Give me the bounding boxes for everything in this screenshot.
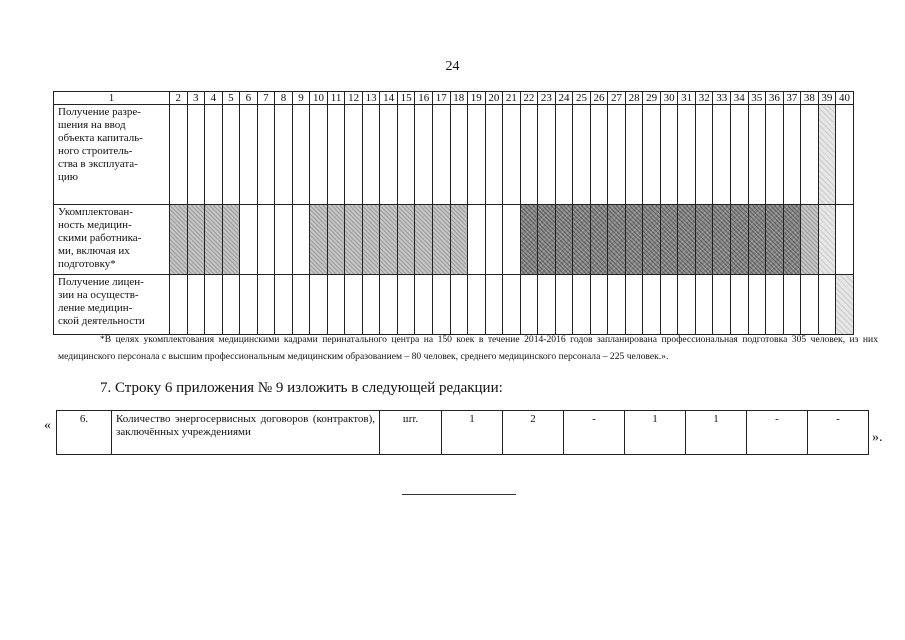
gantt-header-period: 25: [573, 92, 591, 105]
gantt-header-period: 19: [468, 92, 486, 105]
gantt-filled-cell: [345, 205, 363, 275]
gantt-header-period: 40: [836, 92, 854, 105]
gantt-cell: [625, 275, 643, 335]
gantt-header-period: 36: [766, 92, 784, 105]
gantt-cell: [362, 105, 380, 205]
gantt-header-period: 29: [643, 92, 661, 105]
gantt-header-period: 18: [450, 92, 468, 105]
gantt-header-period: 13: [362, 92, 380, 105]
gantt-task-label: Получение лицен- зии на осуществ- ление медицин- ской деятельности: [54, 275, 170, 335]
gantt-cell: [468, 205, 486, 275]
gantt-cell: [748, 105, 766, 205]
gantt-cell: [468, 105, 486, 205]
gantt-header-period: 16: [415, 92, 433, 105]
section-heading: 7. Строку 6 приложения № 9 изложить в следующей редакции:: [100, 380, 503, 396]
gantt-cell: [222, 275, 240, 335]
gantt-cell: [731, 275, 749, 335]
gantt-filled-cell: [187, 205, 205, 275]
gantt-cell: [503, 275, 521, 335]
gantt-cell: [713, 275, 731, 335]
gantt-filled-cell: [783, 205, 801, 275]
gantt-cell: [275, 205, 293, 275]
gantt-header-period: 22: [520, 92, 538, 105]
gantt-cell: [170, 105, 188, 205]
gantt-header-period: 24: [555, 92, 573, 105]
gantt-cell: [222, 105, 240, 205]
gantt-cell: [538, 275, 556, 335]
value-cell: 1: [442, 411, 503, 455]
gantt-cell: [380, 275, 398, 335]
gantt-cell: [748, 275, 766, 335]
gantt-cell: [327, 105, 345, 205]
row-number-cell: 6.: [57, 411, 112, 455]
gantt-header-period: 11: [327, 92, 345, 105]
gantt-filled-cell: [555, 205, 573, 275]
value-cell: 1: [686, 411, 747, 455]
gantt-header-period: 14: [380, 92, 398, 105]
gantt-task-label: Укомплектован- ность медицин- скими работника- ми, включая их подготовку*: [54, 205, 170, 275]
gantt-cell: [555, 275, 573, 335]
gantt-filled-cell: [327, 205, 345, 275]
gantt-cell: [801, 105, 819, 205]
value-cell: -: [564, 411, 625, 455]
gantt-cell: [275, 275, 293, 335]
gantt-task-label: Получение разре- шения на ввод объекта капиталь- ного строитель- ства в эксплуата- цию: [54, 105, 170, 205]
gantt-filled-cell: [836, 275, 854, 335]
gantt-header-period: 28: [625, 92, 643, 105]
gantt-filled-cell: [415, 205, 433, 275]
gantt-cell: [801, 275, 819, 335]
gantt-filled-cell: [625, 205, 643, 275]
gantt-header-period: 37: [783, 92, 801, 105]
gantt-header-period: 27: [608, 92, 626, 105]
gantt-cell: [625, 105, 643, 205]
gantt-cell: [380, 105, 398, 205]
gantt-filled-cell: [731, 205, 749, 275]
gantt-header-period: 4: [205, 92, 223, 105]
appendix-row-6: [57, 411, 869, 455]
gantt-cell: [240, 205, 258, 275]
gantt-cell: [292, 205, 310, 275]
gantt-cell: [731, 105, 749, 205]
gantt-filled-cell: [818, 205, 836, 275]
gantt-header-period: 30: [660, 92, 678, 105]
end-of-document-rule: [402, 494, 516, 495]
gantt-filled-cell: [643, 205, 661, 275]
gantt-task-row: [54, 105, 854, 205]
gantt-filled-cell: [310, 205, 328, 275]
gantt-cell: [660, 275, 678, 335]
gantt-header-period: 26: [590, 92, 608, 105]
gantt-header-period: 7: [257, 92, 275, 105]
gantt-cell: [257, 105, 275, 205]
gantt-cell: [766, 275, 784, 335]
value-cell: 2: [503, 411, 564, 455]
value-cell: -: [808, 411, 869, 455]
gantt-cell: [397, 105, 415, 205]
gantt-cell: [783, 105, 801, 205]
indicator-name-cell: Количество энергосервисных договоров (контрактов), заключённых учреждениями: [112, 411, 380, 455]
gantt-cell: [590, 275, 608, 335]
gantt-filled-cell: [170, 205, 188, 275]
gantt-header-period: 17: [432, 92, 450, 105]
gantt-cell: [520, 275, 538, 335]
gantt-header-period: 12: [345, 92, 363, 105]
gantt-filled-cell: [590, 205, 608, 275]
gantt-filled-cell: [397, 205, 415, 275]
gantt-cell: [450, 275, 468, 335]
gantt-header-period: 38: [801, 92, 819, 105]
unit-cell: шт.: [380, 411, 442, 455]
gantt-cell: [485, 275, 503, 335]
gantt-cell: [362, 275, 380, 335]
gantt-cell: [397, 275, 415, 335]
page-number: 24: [445, 59, 460, 74]
gantt-cell: [292, 275, 310, 335]
gantt-cell: [695, 275, 713, 335]
gantt-cell: [836, 105, 854, 205]
gantt-cell: [292, 105, 310, 205]
gantt-cell: [555, 105, 573, 205]
gantt-filled-cell: [538, 205, 556, 275]
gantt-task-row: [54, 275, 854, 335]
gantt-cell: [643, 275, 661, 335]
gantt-cell: [660, 105, 678, 205]
gantt-cell: [310, 275, 328, 335]
gantt-cell: [275, 105, 293, 205]
footnote: *В целях укомплектования медицинскими кадрами перинатального центра на 150 коек в течение 2014-2016 годов запланирована профессиональная подготовка 305 человек, из них медицинского персонала с высшим профессиональным медицинским образованием – 80 человек, среднего медицинского персонала – 225 человек.».: [58, 334, 878, 362]
gantt-cell: [608, 275, 626, 335]
gantt-header-period: 5: [222, 92, 240, 105]
gantt-header-period: 32: [695, 92, 713, 105]
gantt-cell: [205, 105, 223, 205]
gantt-cell: [310, 105, 328, 205]
gantt-cell: [643, 105, 661, 205]
gantt-cell: [257, 205, 275, 275]
gantt-cell: [432, 105, 450, 205]
gantt-cell: [187, 275, 205, 335]
gantt-filled-cell: [660, 205, 678, 275]
gantt-cell: [205, 275, 223, 335]
gantt-header-period: 15: [397, 92, 415, 105]
gantt-cell: [573, 105, 591, 205]
gantt-task-row: [54, 205, 854, 275]
gantt-cell: [240, 105, 258, 205]
gantt-cell: [608, 105, 626, 205]
gantt-filled-cell: [713, 205, 731, 275]
gantt-header-period: 31: [678, 92, 696, 105]
gantt-cell: [520, 105, 538, 205]
gantt-cell: [327, 275, 345, 335]
gantt-filled-cell: [450, 205, 468, 275]
gantt-cell: [678, 105, 696, 205]
gantt-filled-cell: [748, 205, 766, 275]
gantt-cell: [783, 275, 801, 335]
gantt-schedule-table: [53, 91, 854, 335]
gantt-cell: [170, 275, 188, 335]
gantt-header-period: 35: [748, 92, 766, 105]
gantt-cell: [468, 275, 486, 335]
gantt-filled-cell: [380, 205, 398, 275]
gantt-cell: [836, 205, 854, 275]
gantt-filled-cell: [205, 205, 223, 275]
gantt-cell: [818, 275, 836, 335]
gantt-header-period: 9: [292, 92, 310, 105]
gantt-filled-cell: [573, 205, 591, 275]
gantt-filled-cell: [608, 205, 626, 275]
gantt-cell: [345, 275, 363, 335]
value-cell: -: [747, 411, 808, 455]
gantt-header-period: 6: [240, 92, 258, 105]
gantt-cell: [345, 105, 363, 205]
gantt-cell: [766, 105, 784, 205]
gantt-filled-cell: [766, 205, 784, 275]
gantt-header-period: 2: [170, 92, 188, 105]
gantt-cell: [240, 275, 258, 335]
gantt-cell: [450, 105, 468, 205]
gantt-cell: [415, 275, 433, 335]
gantt-filled-cell: [695, 205, 713, 275]
gantt-cell: [573, 275, 591, 335]
appendix-9-row-6-table: [56, 410, 869, 455]
gantt-header-period: 20: [485, 92, 503, 105]
gantt-header-period: 23: [538, 92, 556, 105]
gantt-header-period: 8: [275, 92, 293, 105]
gantt-cell: [503, 105, 521, 205]
gantt-cell: [503, 205, 521, 275]
gantt-filled-cell: [362, 205, 380, 275]
gantt-filled-cell: [432, 205, 450, 275]
gantt-filled-cell: [520, 205, 538, 275]
gantt-cell: [678, 275, 696, 335]
gantt-cell: [187, 105, 205, 205]
gantt-cell: [695, 105, 713, 205]
gantt-header-period: 10: [310, 92, 328, 105]
gantt-header-period: 39: [818, 92, 836, 105]
gantt-filled-cell: [222, 205, 240, 275]
gantt-header-period: 21: [503, 92, 521, 105]
gantt-cell: [432, 275, 450, 335]
gantt-header-task-column: 1: [54, 92, 170, 105]
gantt-cell: [713, 105, 731, 205]
gantt-cell: [485, 205, 503, 275]
gantt-header-period: 3: [187, 92, 205, 105]
gantt-cell: [538, 105, 556, 205]
gantt-cell: [485, 105, 503, 205]
gantt-header-row: [54, 92, 854, 105]
gantt-filled-cell: [818, 105, 836, 205]
gantt-filled-cell: [678, 205, 696, 275]
gantt-header-period: 33: [713, 92, 731, 105]
gantt-filled-cell: [801, 205, 819, 275]
closing-quote-mark: ».: [872, 430, 883, 445]
gantt-header-period: 34: [731, 92, 749, 105]
gantt-cell: [257, 275, 275, 335]
gantt-cell: [590, 105, 608, 205]
gantt-cell: [415, 105, 433, 205]
opening-quote-mark: «: [44, 418, 51, 433]
value-cell: 1: [625, 411, 686, 455]
